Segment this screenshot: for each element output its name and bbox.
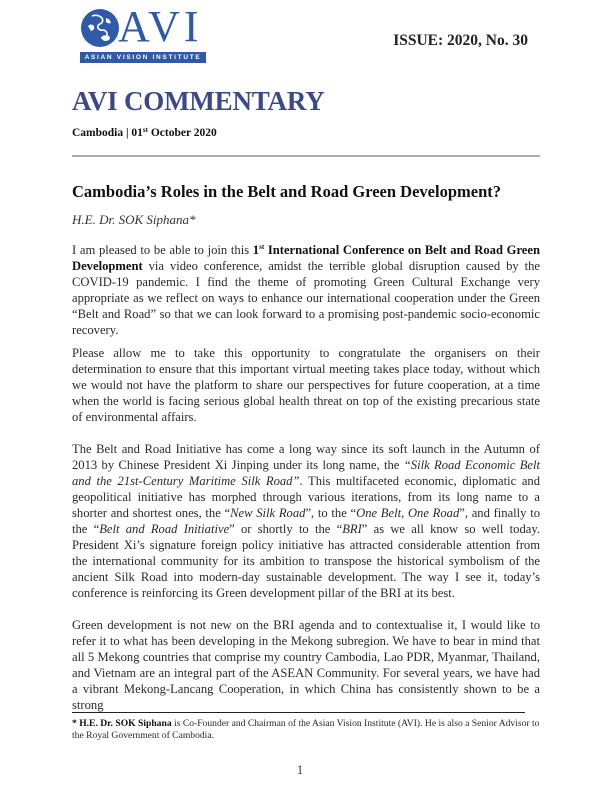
paragraph-4: Green development is not new on the BRI agenda and to contextualise it, I would like to refer it to what has been developing in the Mekong subregion. We have to bear in mind that all 5 Mekong countries that comprise my country Cambodia, Lao PDR, Myanmar, Thailand, and Vietnam are an integral part of the ASEAN Community. For several years, we have had a vibrant Mekong-Lancang Cooperation, in which China has consistently shown to be a strong [72, 618, 540, 712]
globe-icon [80, 8, 120, 48]
date-day: 01 [131, 127, 143, 139]
text-run: ”, and finally to the “ [72, 506, 540, 536]
footnote-name: * H.E. Dr. SOK Siphana [72, 718, 172, 729]
date-suffix: st [142, 126, 148, 134]
avi-logo [80, 2, 208, 64]
logo-tagline: ASIAN VISION INSTITUTE [80, 52, 206, 63]
separator: | [123, 127, 132, 139]
paragraph-2: Please allow me to take this opportunity to congratulate the organisers on their determination to ensure that this important virtual meeting takes place today, without which we would not have the platform to share our perspectives for future cooperation, at a time when the world is facing serious global health threat on top of the existing precarious state of environmental affairs. [72, 346, 540, 424]
logo-letters: AVI [118, 2, 203, 51]
header-divider [72, 155, 540, 157]
italic-run: Belt and Road Initiative [99, 522, 230, 536]
text-run: The Belt and Road Initiative has come a long way since its soft launch in the Autumn of 2013 by Chinese President Xi Jinping under its long name, the [72, 442, 540, 472]
italic-run: BRI [342, 522, 362, 536]
paragraph-1 [72, 239, 540, 338]
text-run: via video conference, amidst the terrible global disruption caused by the COVID-19 pandemic. I find the theme of promoting Green Cultural Exchange very appropriate as we reflect on ways to enhance our international cooperation under the Green “Belt and Road” so that we can look forward to a promising post-pandemic socio-economic recovery. [72, 259, 540, 338]
footnote [72, 718, 542, 742]
date-rest: October 2020 [147, 127, 217, 139]
paragraph-3 [72, 441, 540, 601]
page-number: 1 [296, 763, 304, 777]
text-run: ”, to the “ [305, 506, 357, 520]
text-run: . This multifaceted economic, diplomatic and geopolitical initiative has morphed through various iterations, from its long name to a shorter and shortest ones, the “ [72, 474, 541, 520]
text-run: I am pleased to be able to join this [72, 243, 253, 258]
dateline [72, 126, 217, 139]
footnote-divider [72, 712, 525, 713]
italic-run: “Silk Road Economic Belt and the 21st-Century Maritime Silk Road” [72, 458, 540, 488]
footnote-text: is Co-Founder and Chairman of the Asian Vision Institute (AVI). He is also a Senior Advisor to the Royal Government of Cambodia. [72, 718, 540, 741]
ordinal-suffix: st [259, 243, 265, 251]
article-title: Cambodia’s Roles in the Belt and Road Green Development? [72, 182, 501, 201]
italic-run: New Silk Road [230, 506, 306, 520]
location: Cambodia [72, 127, 124, 139]
conference-name: International Conference on Belt and Road Green Development [72, 243, 540, 274]
ordinal: 1 [252, 243, 260, 258]
series-title: AVI COMMENTARY [72, 86, 325, 116]
author-byline: H.E. Dr. SOK Siphana* [72, 212, 196, 227]
italic-run: One Belt, One Road [356, 506, 460, 520]
issue-number: ISSUE: 2020, No. 30 [393, 32, 528, 49]
text-run: ” as we all know so well today. President Xi’s signature foreign policy initiative has attracted considerable attention from the international community for its ambition to transpose the historical symbolism of the ancient Silk Road into modern-day sustainable development. The way I see it, today’s conference is reinforcing its Green development pillar of the BRI at its best. [72, 522, 540, 600]
text-run: ” or shortly to the “ [229, 522, 343, 536]
